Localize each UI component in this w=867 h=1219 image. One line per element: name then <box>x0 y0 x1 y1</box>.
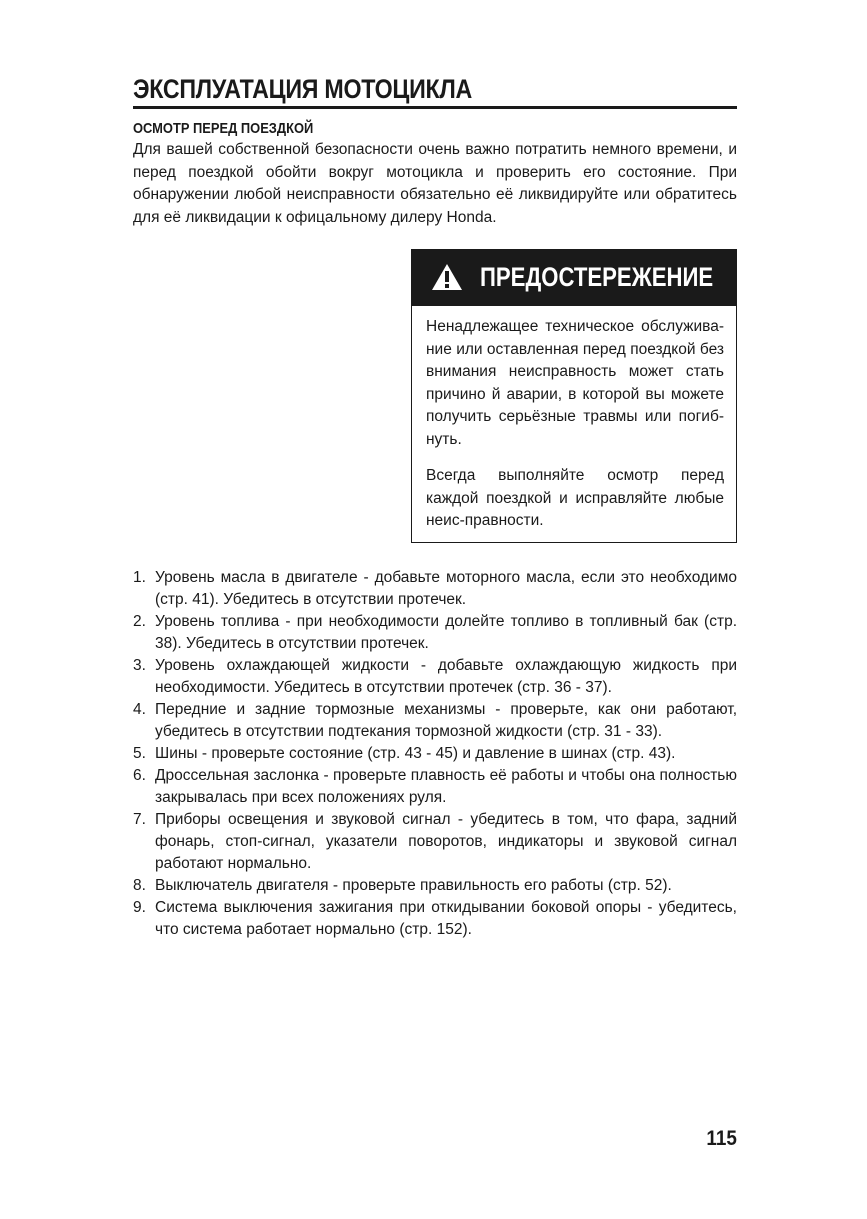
checklist-item <box>133 611 737 655</box>
item-text: Дроссельная заслонка - проверьте плавность её работы и чтобы она полностью закрывалась при всех положениях руля. <box>155 767 737 806</box>
item-text: Уровень охлаждающей жидкости - добавьте охлаждающую жидкость при необходимости. Убедитесь в отсутствии протечек (стр. 36 - 37). <box>155 657 737 696</box>
checklist-item <box>133 699 737 743</box>
checklist-item <box>133 567 737 611</box>
warning-paragraph: Всегда выполняйте осмотр перед каждой поездкой и исправляйте любые неис-правности. <box>426 467 724 529</box>
checklist-item <box>133 765 737 809</box>
item-text: Шины - проверьте состояние (стр. 43 - 45) и давление в шинах (стр. 43). <box>155 745 676 762</box>
item-number: 1. <box>133 569 146 586</box>
warning-box <box>411 249 737 543</box>
warning-paragraph: Ненадлежащее техническое обслужива-ние или оставленная перед поездкой без внимания неисправность может стать причино й аварии, в которой вы можете получить серьёзные травмы или погиб-нуть. <box>426 318 724 448</box>
item-number: 2. <box>133 613 146 630</box>
warning-header <box>412 250 736 306</box>
warning-triangle-icon <box>431 263 463 291</box>
item-number: 3. <box>133 657 146 674</box>
checklist-item <box>133 655 737 699</box>
item-number: 5. <box>133 745 146 762</box>
item-text: Выключатель двигателя - проверьте правильность его работы (стр. 52). <box>155 877 672 894</box>
checklist-item <box>133 875 737 897</box>
item-number: 9. <box>133 899 146 916</box>
item-text: Уровень топлива - при необходимости долейте топливо в топливный бак (стр. 38). Убедитесь в отсутствии протечек. <box>155 613 737 652</box>
checklist-item <box>133 809 737 875</box>
item-text: Уровень масла в двигателе - добавьте моторного масла, если это необходимо (стр. 41). Убедитесь в отсутствии протечек. <box>155 569 737 608</box>
item-number: 6. <box>133 767 146 784</box>
item-text: Приборы освещения и звуковой сигнал - убедитесь в том, что фара, задний фонарь, стоп-сигнал, указатели поворотов, индикаторы и звуковой сигнал работают нормально. <box>155 811 737 872</box>
item-number: 4. <box>133 701 146 718</box>
title-underline <box>133 106 737 109</box>
page-number: 115 <box>706 1127 737 1150</box>
intro-paragraph: Для вашей собственной безопасности очень важно потратить немного времени, и перед поездкой обойти вокруг мотоцикла и проверить его состояние. При обнаружении любой неисправности обязательно её ликвидируйте или обратитесь для её ликвидации к офицальному дилеру Honda. <box>133 141 737 226</box>
item-text: Система выключения зажигания при откидывании боковой опоры - убедитесь, что система работает нормально (стр. 152). <box>155 899 737 938</box>
item-number: 7. <box>133 811 146 828</box>
section-title: ОСМОТР ПЕРЕД ПОЕЗДКОЙ <box>133 120 314 137</box>
item-text: Передние и задние тормозные механизмы - проверьте, как они работают, убедитесь в отсутствии подтекания тормозной жидкости (стр. 31 - 33). <box>155 701 737 740</box>
warning-title: ПРЕДОСТЕРЕЖЕНИЕ <box>480 262 714 292</box>
inspection-checklist <box>133 567 737 941</box>
checklist-item <box>133 897 737 941</box>
checklist-item <box>133 743 737 765</box>
chapter-title: ЭКСПЛУАТАЦИЯ МОТОЦИКЛА <box>133 74 473 104</box>
warning-body <box>426 316 724 547</box>
item-number: 8. <box>133 877 146 894</box>
